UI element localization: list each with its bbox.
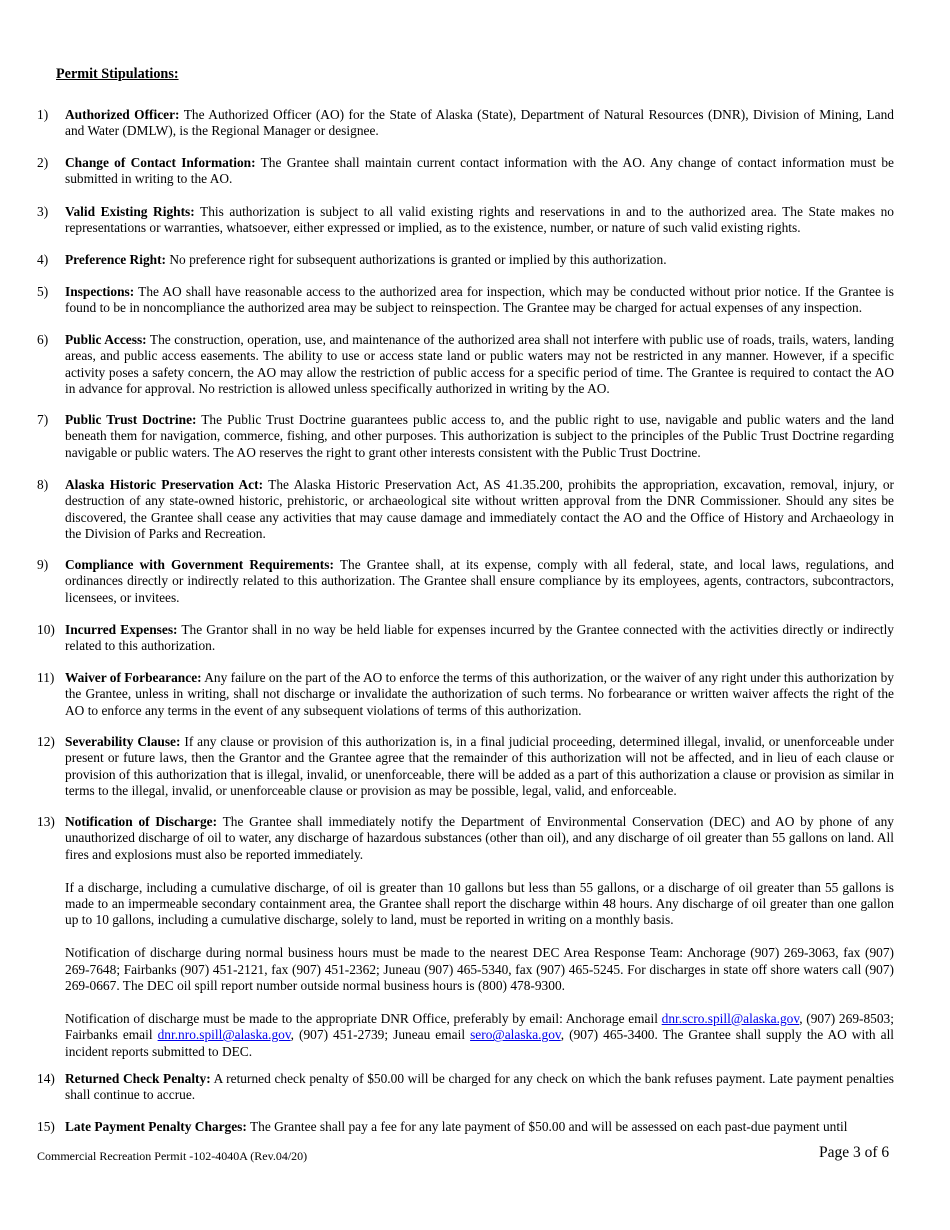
item-number: 9): [37, 557, 49, 572]
item-number: 11): [37, 670, 55, 685]
item-text: The AO shall have reasonable access to the authorized area for inspection, which may be conducted without prior notice. If the Grantee is found to be in noncompliance the authorized area may be subject to reinspection. The Grantee may be charged for actual expenses of any inspection.: [65, 284, 894, 316]
item-term: Notification of Discharge:: [65, 814, 218, 829]
item-text: The Grantee shall immediately notify the Department of Environmental Conservation (DEC) and AO by phone of any unauthorized discharge of oil to water, any discharge of hazardous substances (other than oil), and any discharge of oil greater than 55 gallons on land. All fires and explosions must also be reported immediately.: [65, 814, 894, 862]
item-term: Late Payment Penalty Charges:: [65, 1119, 247, 1134]
item-term: Severability Clause:: [65, 734, 181, 749]
dnr-contact-paragraph: [65, 1011, 894, 1060]
item-text: The Grantor shall in no way be held liable for expenses incurred by the Grantee connected with the activities directly or indirectly related to this authorization.: [65, 622, 894, 654]
email-link-fairbanks[interactable]: dnr.nro.spill@alaska.gov: [157, 1027, 291, 1043]
item-number: 15): [37, 1119, 55, 1134]
page-number: Page 3 of 6: [819, 1144, 890, 1161]
item-term: Authorized Officer:: [65, 107, 180, 122]
stipulation-7: [37, 412, 894, 461]
stipulation-11: [37, 670, 894, 719]
item-text: The Alaska Historic Preservation Act, AS 41.35.200, prohibits the appropriation, excavation, removal, injury, or destruction of any state-owned historic, prehistoric, or archaeological site without written approval from the DNR Commissioner. Should any sites be discovered, the Grantee shall cease any activities that may cause damage and immediately contact the AO and the Office of History and Archaeology in the Division of Parks and Recreation.: [65, 477, 894, 542]
item-text: A returned check penalty of $50.00 will be charged for any check on which the bank refuses payment. Late payment penalties shall continue to accrue.: [65, 1071, 894, 1103]
stipulation-5: [37, 284, 894, 317]
item-term: Public Access:: [65, 332, 147, 347]
item-number: 10): [37, 622, 55, 637]
item-text: The Authorized Officer (AO) for the State of Alaska (State), Department of Natural Resources (DNR), Division of Mining, Land and Water (DMLW), is the Regional Manager or designee.: [65, 107, 894, 139]
item-term: Compliance with Government Requirements:: [65, 557, 334, 572]
stipulation-14: [37, 1071, 894, 1104]
stipulation-2: [37, 155, 894, 188]
email-link-anchorage[interactable]: dnr.scro.spill@alaska.gov: [661, 1010, 800, 1026]
item-text: No preference right for subsequent authorizations is granted or implied by this authorization.: [166, 252, 667, 267]
item-number: 8): [37, 477, 49, 492]
email-link-juneau[interactable]: sero@alaska.gov: [470, 1027, 561, 1043]
stipulation-8: [37, 477, 894, 543]
item-text: This authorization is subject to all valid existing rights and reservations in and to the authorized area. The State makes no representations or warranties, whatsoever, either expressed or implied, as to the existence, number, or nature of such valid existing rights.: [65, 204, 894, 236]
item-number: 3): [37, 204, 49, 219]
dnr-text-3: , (907) 451-2739; Juneau email: [290, 1027, 471, 1043]
item-term: Public Trust Doctrine:: [65, 412, 197, 427]
item-term: Waiver of Forbearance:: [65, 670, 202, 685]
item-number: 12): [37, 734, 55, 749]
item-number: 13): [37, 814, 55, 829]
stipulation-15: [37, 1119, 894, 1135]
stipulation-3: [37, 204, 894, 237]
dec-contact-paragraph: Notification of discharge during normal business hours must be made to the nearest DEC Area Response Team: Anchorage (907) 269-3063, fax (907) 269-7648; Fairbanks (907) 451-2121, fax (907) 451-2362; Juneau (907) 465-5340, fax (907) 465-5245. For discharges in state off shore waters call (907) 269-0667. The DEC oil spill report number outside normal business hours is (800) 478-9300.: [65, 945, 894, 994]
item-number: 1): [37, 107, 49, 122]
dnr-text-1: Notification of discharge must be made to the appropriate DNR Office, preferably by email: Anchorage email: [65, 1010, 662, 1026]
item-number: 4): [37, 252, 49, 267]
item-number: 5): [37, 284, 49, 299]
dnr-text-4: , (907) 465-3400. The Grantee shall supply the AO with all incident reports submitted to DEC.: [65, 1027, 895, 1059]
item-text: The Public Trust Doctrine guarantees public access to, and the public right to use, navigable and public waters and the land beneath them for navigation, commerce, fishing, and other purposes. This authorization is subject to the principles of the Public Trust Doctrine regarding navigable or public waters. The AO reserves the right to grant other interests consistent with the Public Trust Doctrine.: [65, 412, 894, 460]
stipulation-12: [37, 734, 894, 800]
item-number: 14): [37, 1071, 55, 1086]
discharge-threshold-paragraph: If a discharge, including a cumulative discharge, of oil is greater than 10 gallons but less than 55 gallons, or a discharge of oil greater than 55 gallons is made to an impermeable secondary containment area, the Grantee shall report the discharge within 48 hours. Any discharge of oil greater than one gallon up to 10 gallons, including a cumulative discharge, solely to land, must be reported in writing on a monthly basis.: [65, 879, 894, 928]
page-heading: Permit Stipulations:: [56, 66, 179, 82]
item-text: Any failure on the part of the AO to enforce the terms of this authorization, or the waiver of any right under this authorization by the Grantee, unless in writing, shall not discharge or invalidate the authorization of such terms. No forbearance or written waiver affects the right of the AO to enforce any terms in the event of any subsequent violations of terms of this authorization.: [65, 670, 894, 718]
item-term: Valid Existing Rights:: [65, 204, 195, 219]
stipulation-6: [37, 332, 894, 398]
item-number: 2): [37, 155, 49, 170]
item-text: If any clause or provision of this authorization is, in a final judicial proceeding, determined illegal, invalid, or unenforceable under present or future laws, then the Grantor and the Grantee agree that the remainder of this authorization will not be affected, and in lieu of each clause or provision of this authorization that is illegal, invalid, or unenforceable, there will be added as a part of this authorization a clause or provision as similar in terms to the illegal, invalid, or unenforceable clause or provision as may be possible, legal, valid, and enforceable.: [65, 734, 894, 799]
stipulation-4: [37, 252, 894, 268]
item-text: The Grantee shall maintain current contact information with the AO. Any change of contact information must be submitted in writing to the AO.: [65, 155, 894, 187]
item-term: Preference Right:: [65, 252, 167, 267]
stipulation-9: [37, 557, 894, 606]
item-term: Inspections:: [65, 284, 135, 299]
item-number: 7): [37, 412, 49, 427]
item-number: 6): [37, 332, 49, 347]
footer-form-id: Commercial Recreation Permit -102-4040A (Rev.04/20): [37, 1149, 308, 1163]
item-term: Incurred Expenses:: [65, 622, 178, 637]
dnr-text-2: , (907) 269-8503; Fairbanks email: [65, 1010, 894, 1043]
stipulation-10: [37, 622, 894, 655]
item-term: Change of Contact Information:: [65, 155, 256, 170]
stipulation-1: [37, 107, 894, 140]
item-text: The Grantee shall, at its expense, comply with all federal, state, and local laws, regulations, and ordinances directly or indirectly related to this authorization. The Grantee shall ensure compliance by its employees, agents, contractors, subcontractors, licensees, or invitees.: [65, 557, 894, 605]
item-text: The Grantee shall pay a fee for any late payment of $50.00 and will be assessed on each past-due payment until: [246, 1119, 848, 1134]
item-term: Alaska Historic Preservation Act:: [65, 477, 264, 492]
item-term: Returned Check Penalty:: [65, 1071, 211, 1086]
stipulation-13: [37, 814, 894, 1060]
item-text: The construction, operation, use, and maintenance of the authorized area shall not interfere with public use of roads, trails, waters, landing areas, and public access easements. The ability to use or access state land or public waters may not be restricted in any manner. However, if a specific activity poses a safety concern, the AO may allow the restriction of public access for a specific period of time. The Grantee is required to contact the AO in advance for approval. No restriction is allowed unless specifically authorized in writing by the AO.: [65, 332, 894, 397]
